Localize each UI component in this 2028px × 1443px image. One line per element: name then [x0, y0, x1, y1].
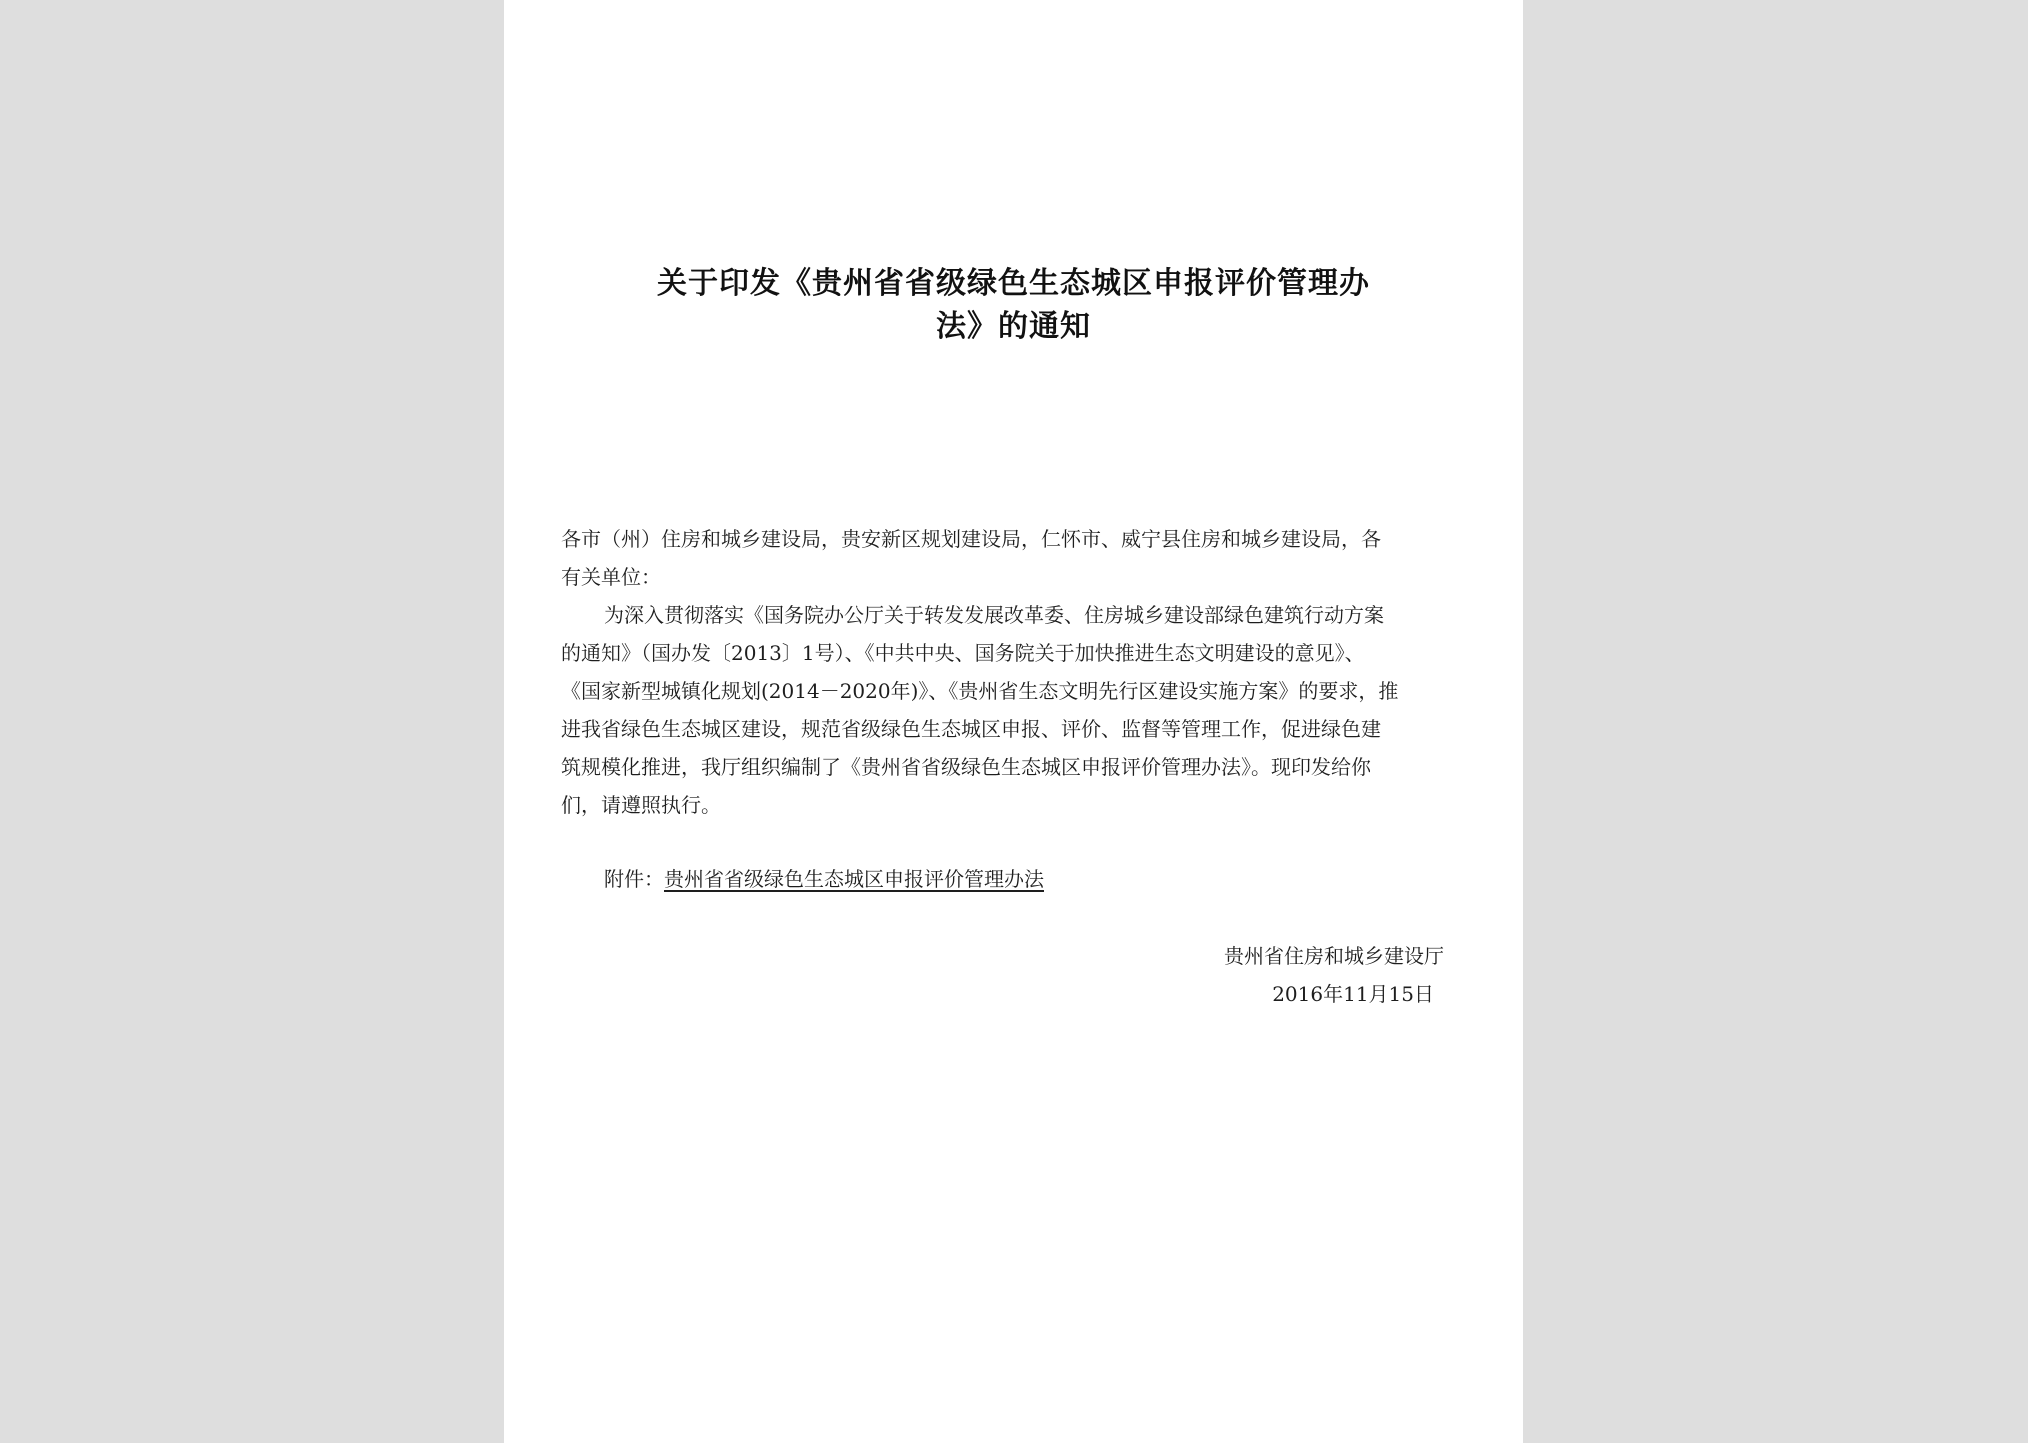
attachment-label: 附件： [604, 867, 664, 891]
issue-date: 2016年11月15日 [1272, 982, 1434, 1006]
body-line: 《国家新型城镇化规划(2014－2020年)》、《贵州省生态文明先行区建设实施方案》的要求，推 [561, 679, 1399, 703]
body-line: 有关单位： [561, 565, 661, 589]
issuer: 贵州省住房和城乡建设厅 [1224, 944, 1444, 968]
title-line-1: 关于印发《贵州省省级绿色生态城区申报评价管理办 [657, 266, 1370, 301]
document-page [504, 0, 1523, 1443]
title-line-2: 法》的通知 [936, 309, 1091, 344]
signature-block [1224, 937, 1444, 1013]
document-body [561, 520, 1471, 824]
body-line: 筑规模化推进，我厅组织编制了《贵州省省级绿色生态城区申报评价管理办法》。现印发给你 [561, 755, 1371, 779]
body-line: 为深入贯彻落实《国务院办公厅关于转发发展改革委、住房城乡建设部绿色建筑行动方案 [604, 603, 1384, 627]
attachment-link[interactable]: 贵州省省级绿色生态城区申报评价管理办法 [664, 867, 1044, 891]
attachment [604, 860, 1044, 898]
body-line: 进我省绿色生态城区建设，规范省级绿色生态城区申报、评价、监督等管理工作，促进绿色建 [561, 717, 1381, 741]
body-line: 各市（州）住房和城乡建设局，贵安新区规划建设局，仁怀市、威宁县住房和城乡建设局，各 [561, 527, 1381, 551]
body-line: 的通知》（国办发〔2013〕1号）、《中共中央、国务院关于加快推进生态文明建设的意见》、 [561, 641, 1365, 665]
body-line: 们，请遵照执行。 [561, 793, 721, 817]
document-title [564, 262, 1463, 348]
